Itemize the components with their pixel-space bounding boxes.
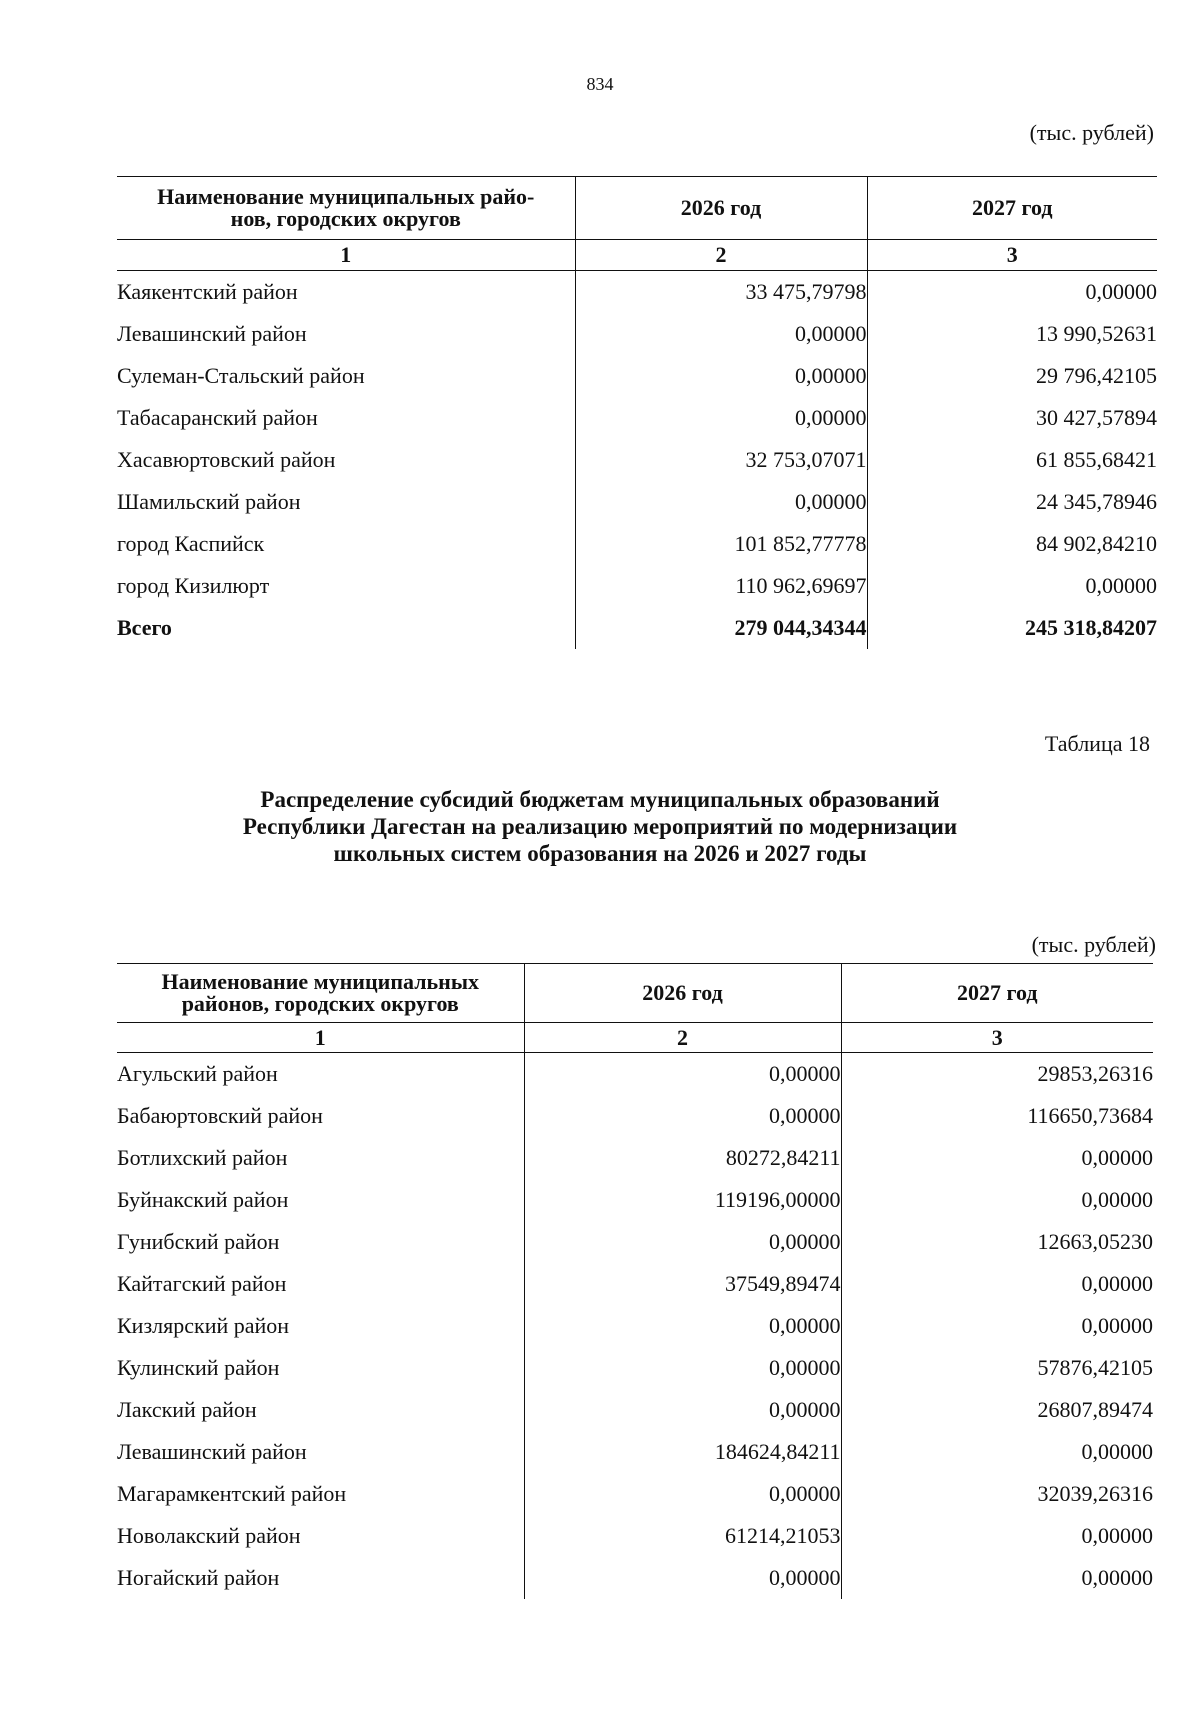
value-2026: 0,00000 <box>524 1347 841 1389</box>
value-2026: 0,00000 <box>575 313 867 355</box>
value-2026: 0,00000 <box>575 355 867 397</box>
value-2027: 30 427,57894 <box>867 397 1157 439</box>
value-2026: 110 962,69697 <box>575 565 867 607</box>
title-line: Распределение субсидий бюджетам муниципальных образований <box>260 787 940 812</box>
value-2027: 0,00000 <box>841 1431 1153 1473</box>
value-2026: 37549,89474 <box>524 1263 841 1305</box>
value-2027: 12663,05230 <box>841 1221 1153 1263</box>
municipality-name: Магарамкентский район <box>117 1481 347 1506</box>
value-2026: 119196,00000 <box>524 1179 841 1221</box>
page-number: 834 <box>586 74 614 94</box>
table-row <box>117 1557 1153 1599</box>
total-2026: 279 044,34344 <box>575 607 867 649</box>
table-row <box>117 439 1157 481</box>
column-index: 2 <box>575 240 867 271</box>
budget-table-continued <box>117 176 1157 649</box>
municipality-name: Кизлярский район <box>117 1313 290 1338</box>
column-index: 1 <box>117 1023 524 1053</box>
municipality-name: Бабаюртовский район <box>117 1103 323 1128</box>
table-row <box>117 1389 1153 1431</box>
column-index: 2 <box>524 1023 841 1053</box>
column-index: 3 <box>841 1023 1153 1053</box>
municipality-name: Новолакский район <box>117 1523 301 1548</box>
value-2027: 0,00000 <box>841 1179 1153 1221</box>
municipality-name: Гунибский район <box>117 1229 280 1254</box>
table-row <box>117 1305 1153 1347</box>
table-row <box>117 1515 1153 1557</box>
value-2027: 0,00000 <box>841 1515 1153 1557</box>
value-2026: 80272,84211 <box>524 1137 841 1179</box>
header-municipality: Наименование муниципальных райо- нов, городских округов <box>117 177 575 240</box>
value-2027: 32039,26316 <box>841 1473 1153 1515</box>
table-row <box>117 313 1157 355</box>
table-row <box>117 1221 1153 1263</box>
table-row <box>117 1053 1153 1096</box>
value-2027: 26807,89474 <box>841 1389 1153 1431</box>
subsidy-table-18 <box>117 963 1153 1599</box>
header-year-2026: 2026 год <box>524 964 841 1023</box>
value-2026: 32 753,07071 <box>575 439 867 481</box>
header-year-2027: 2027 год <box>841 964 1153 1023</box>
municipality-name: Хасавюртовский район <box>117 447 336 472</box>
table-row <box>117 481 1157 523</box>
table-header-row <box>117 964 1153 1023</box>
table-row <box>117 523 1157 565</box>
table-header-row <box>117 177 1157 240</box>
column-index-row <box>117 240 1157 271</box>
value-2027: 29 796,42105 <box>867 355 1157 397</box>
title-line: школьных систем образования на 2026 и 2027 годы <box>333 841 867 866</box>
municipality-name: Сулеман-Стальский район <box>117 363 365 388</box>
value-2026: 0,00000 <box>575 397 867 439</box>
value-2027: 0,00000 <box>841 1557 1153 1599</box>
table-row <box>117 1263 1153 1305</box>
value-2026: 0,00000 <box>524 1221 841 1263</box>
municipality-name: Буйнакский район <box>117 1187 289 1212</box>
value-2027: 0,00000 <box>841 1305 1153 1347</box>
municipality-name: Ботлихский район <box>117 1145 288 1170</box>
value-2027: 13 990,52631 <box>867 313 1157 355</box>
municipality-name: город Каспийск <box>117 531 265 556</box>
table-row <box>117 271 1157 314</box>
value-2027: 57876,42105 <box>841 1347 1153 1389</box>
value-2027: 0,00000 <box>867 565 1157 607</box>
value-2026: 0,00000 <box>524 1305 841 1347</box>
value-2027: 84 902,84210 <box>867 523 1157 565</box>
municipality-name: Кайтагский район <box>117 1271 287 1296</box>
table-row <box>117 565 1157 607</box>
municipality-name: Табасаранский район <box>117 405 318 430</box>
header-year-2026: 2026 год <box>575 177 867 240</box>
column-index: 1 <box>117 240 575 271</box>
header-year-2027: 2027 год <box>867 177 1157 240</box>
table-title <box>0 786 1200 867</box>
value-2027: 0,00000 <box>841 1263 1153 1305</box>
value-2026: 0,00000 <box>524 1053 841 1096</box>
value-2027: 116650,73684 <box>841 1095 1153 1137</box>
municipality-name: Агульский район <box>117 1061 278 1086</box>
value-2027: 24 345,78946 <box>867 481 1157 523</box>
value-2026: 33 475,79798 <box>575 271 867 314</box>
total-label: Всего <box>117 615 172 640</box>
municipality-name: Кулинский район <box>117 1355 280 1380</box>
table-row <box>117 397 1157 439</box>
value-2026: 184624,84211 <box>524 1431 841 1473</box>
table-number-label: Таблица 18 <box>1044 731 1150 756</box>
municipality-name: город Кизилюрт <box>117 573 270 598</box>
municipality-name: Левашинский район <box>117 321 307 346</box>
value-2026: 0,00000 <box>524 1473 841 1515</box>
table-row <box>117 1347 1153 1389</box>
table-row <box>117 1137 1153 1179</box>
table-row <box>117 1431 1153 1473</box>
table-row <box>117 1473 1153 1515</box>
units-label: (тыс. рублей) <box>1031 932 1156 957</box>
municipality-name: Каякентский район <box>117 279 298 304</box>
value-2027: 0,00000 <box>841 1137 1153 1179</box>
municipality-name: Ногайский район <box>117 1565 280 1590</box>
title-line: Республики Дагестан на реализацию мероприятий по модернизации <box>242 814 958 839</box>
municipality-name: Шамильский район <box>117 489 301 514</box>
units-label: (тыс. рублей) <box>1029 120 1154 145</box>
value-2026: 61214,21053 <box>524 1515 841 1557</box>
value-2026: 101 852,77778 <box>575 523 867 565</box>
column-index: 3 <box>867 240 1157 271</box>
table-row <box>117 355 1157 397</box>
header-municipality: Наименование муниципальных районов, городских округов <box>117 964 524 1023</box>
column-index-row <box>117 1023 1153 1053</box>
value-2027: 61 855,68421 <box>867 439 1157 481</box>
municipality-name: Лакский район <box>117 1397 257 1422</box>
value-2026: 0,00000 <box>524 1557 841 1599</box>
municipality-name: Левашинский район <box>117 1439 307 1464</box>
value-2027: 29853,26316 <box>841 1053 1153 1096</box>
table-row <box>117 1095 1153 1137</box>
value-2026: 0,00000 <box>575 481 867 523</box>
value-2027: 0,00000 <box>867 271 1157 314</box>
total-2027: 245 318,84207 <box>867 607 1157 649</box>
value-2026: 0,00000 <box>524 1095 841 1137</box>
table-row <box>117 1179 1153 1221</box>
value-2026: 0,00000 <box>524 1389 841 1431</box>
total-row <box>117 607 1157 649</box>
